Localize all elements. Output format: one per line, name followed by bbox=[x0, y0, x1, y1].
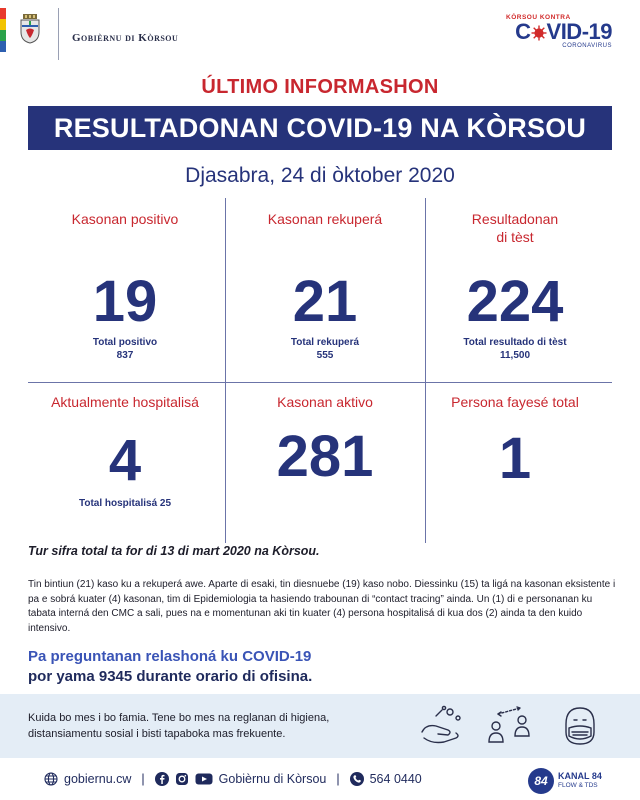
stat-positive-total-value: 837 bbox=[116, 350, 134, 361]
social-distancing-icon bbox=[484, 702, 536, 750]
stat-active bbox=[228, 393, 422, 489]
covid-logo-rest: VID-19 bbox=[546, 19, 612, 44]
update-paragraph: Tin bintiun (21) kaso ku a rekuperá awe. Aparte di esaki, tin diesnuebe (19) kaso nobo. Diessinku (15) ta ligá na kasonan eksistente i pa e sobrá kuater (4) kasonan, tim di Epidemiologia ta hasiendo trabounan di “contact tracing” ainda. Un (1) di e personanan ku tabata interná den CMC a sali, pues na e momentunan aki tin kuater (4) persona hospitalisá di kua dos (2) ainda ta den kuido intensivo. bbox=[28, 579, 616, 634]
footer bbox=[0, 764, 640, 800]
footer-separator-1: | bbox=[141, 772, 145, 786]
youtube-icon[interactable] bbox=[195, 772, 213, 786]
kanal-84-logo bbox=[528, 766, 618, 796]
stat-deceased-label: Persona fayesé total bbox=[451, 394, 579, 410]
header-divider bbox=[58, 8, 59, 60]
hygiene-text bbox=[28, 710, 398, 742]
stat-tests-total-label: Total resultado di tèst bbox=[463, 337, 567, 348]
kanal-84-sub: FLOW & TDS bbox=[558, 782, 598, 789]
stat-recovered-label: Kasonan rekuperá bbox=[267, 211, 383, 227]
page-title: RESULTADONAN COVID-19 NA KÒRSOU bbox=[28, 106, 612, 150]
instagram-icon[interactable] bbox=[175, 772, 189, 786]
grid-divider-horizontal bbox=[28, 382, 612, 383]
facebook-icon[interactable] bbox=[155, 772, 169, 786]
virus-icon bbox=[531, 25, 547, 41]
report-date: Djasabra, 24 di òktober 2020 bbox=[185, 164, 455, 187]
stat-positive bbox=[28, 210, 222, 362]
stat-hospitalized-value: 4 bbox=[108, 428, 142, 493]
stat-deceased-value: 1 bbox=[498, 426, 532, 491]
grid-divider-vertical-1 bbox=[225, 198, 226, 543]
globe-icon bbox=[44, 772, 58, 786]
stat-recovered-total-label: Total rekuperá bbox=[290, 337, 360, 348]
stat-hospitalized-label: Aktualmente hospitalisá bbox=[51, 394, 199, 410]
covid-logo bbox=[502, 14, 612, 60]
totals-note: Tur sifra total ta for di 13 di mart 2020 na Kòrsou. bbox=[28, 544, 320, 558]
stat-recovered-total-value: 555 bbox=[316, 350, 334, 361]
hygiene-band bbox=[0, 694, 640, 758]
kanal-84-name: KANAL 84 bbox=[558, 771, 602, 781]
contact-line-2: por yama 9345 durante orario di ofisina. bbox=[28, 668, 313, 685]
government-name: Gobièrnu di Kòrsou bbox=[72, 32, 179, 44]
social-handle[interactable]: Gobièrnu di Kòrsou bbox=[218, 772, 327, 786]
contact-line-1: Pa preguntanan relashoná ku COVID-19 bbox=[28, 648, 312, 665]
covid-logo-sub: CORONAVIRUS bbox=[562, 43, 612, 49]
handwashing-icon bbox=[414, 702, 466, 750]
flag-stripe-red bbox=[0, 8, 6, 19]
stat-recovered-value: 21 bbox=[292, 269, 358, 334]
stat-tests-value: 224 bbox=[466, 269, 564, 334]
stat-deceased bbox=[418, 393, 612, 491]
stats-grid bbox=[28, 198, 612, 543]
header bbox=[0, 0, 640, 72]
face-mask-icon bbox=[554, 702, 606, 750]
stat-hospitalized-total: Total hospitalisá 25 bbox=[78, 498, 172, 509]
stat-positive-value: 19 bbox=[92, 269, 158, 334]
phone-icon bbox=[350, 772, 364, 786]
website-link[interactable]: gobiernu.cw bbox=[64, 772, 132, 786]
stat-active-label: Kasonan aktivo bbox=[277, 394, 373, 410]
kanal-84-badge: 84 bbox=[528, 768, 554, 794]
footer-separator-2: | bbox=[336, 772, 340, 786]
hygiene-line-1: Kuida bo mes i bo famia. Tene bo mes na reglanan di higiena, bbox=[28, 712, 330, 724]
hygiene-line-2: distansiamentu sosial i bisti tapaboka mas frekuente. bbox=[28, 728, 286, 740]
kicker: ÚLTIMO INFORMASHON bbox=[201, 76, 439, 98]
stat-active-value: 281 bbox=[276, 424, 374, 489]
covid-logo-c: C bbox=[515, 19, 531, 44]
stat-positive-label: Kasonan positivo bbox=[71, 211, 179, 227]
stat-recovered bbox=[228, 210, 422, 362]
phone-number[interactable]: 564 0440 bbox=[369, 772, 422, 786]
flag-stripe-blue bbox=[0, 41, 6, 52]
flag-stripe-yellow bbox=[0, 19, 6, 30]
stat-tests bbox=[418, 210, 612, 362]
covid-logo-main bbox=[502, 21, 612, 43]
stat-positive-total-label: Total positivo bbox=[92, 337, 158, 348]
footer-contacts bbox=[44, 772, 422, 786]
stat-tests-total-value: 11,500 bbox=[499, 350, 531, 361]
stat-tests-label-line2: di tèst bbox=[496, 229, 534, 245]
stat-tests-label-line1: Resultadonan bbox=[471, 211, 559, 227]
flag-strip bbox=[0, 8, 6, 52]
stat-hospitalized bbox=[28, 393, 222, 510]
covid-logo-top: KÒRSOU KONTRA bbox=[506, 14, 571, 21]
flag-stripe-green bbox=[0, 30, 6, 41]
coat-of-arms-icon bbox=[18, 14, 42, 44]
